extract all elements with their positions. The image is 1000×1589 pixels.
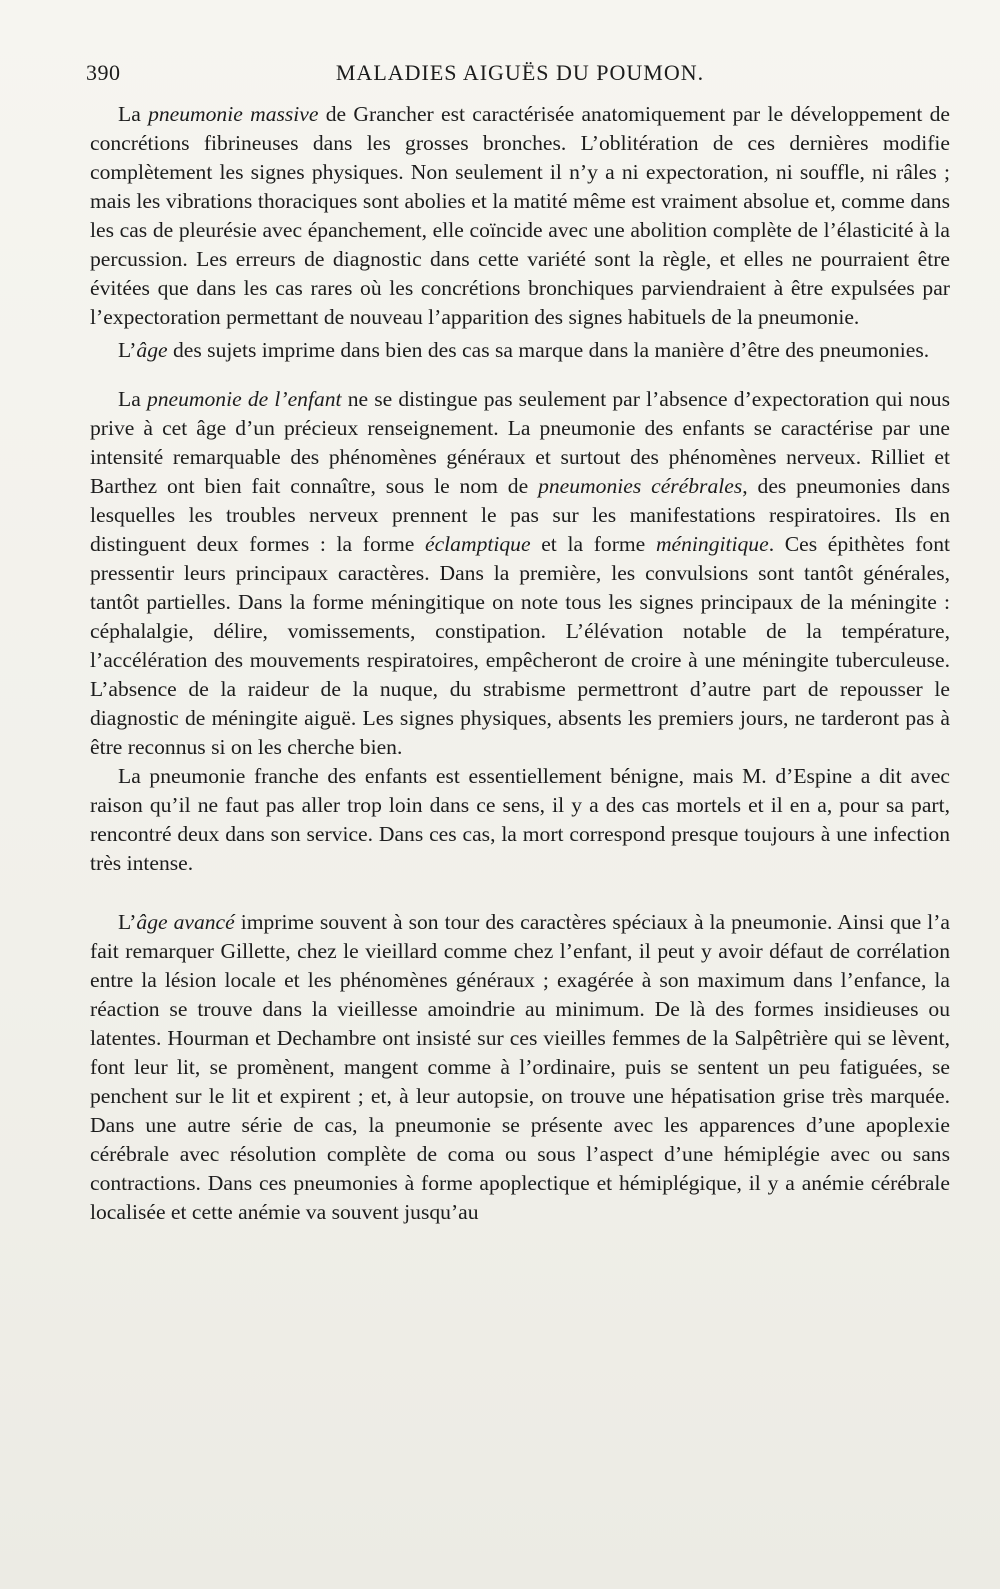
paragraph-pneumonie-massive	[90, 100, 950, 332]
italic-term: pneumonie de l’enfant	[146, 387, 342, 411]
italic-term: pneumonies cérébrales	[538, 474, 743, 498]
text-run: L’	[118, 338, 137, 362]
text-run: ne se distingue pas seulement par l’absence d’expectoration qui nous prive à cet âge d’un précieux renseignement. La pneumonie des enfants se caractérise par une intensité remarquable des phénomènes généraux et surtout des phénomènes nerveux. Rilliet et Barthez ont bien fait connaître, sous le nom de	[90, 387, 950, 498]
body-text	[90, 100, 950, 1227]
paragraph-age	[90, 336, 950, 365]
running-title: MALADIES AIGUËS DU POUMON.	[335, 60, 705, 85]
text-run: imprime souvent à son tour des caractères spéciaux à la pneumonie. Ainsi que l’a fait remarquer Gillette, chez le vieillard comme chez l’enfant, il peut y avoir défaut de corrélation entre la lésion locale et les phénomènes généraux ; exagérée à son maximum dans l’enfance, la réaction se trouve dans la vieillesse amoindrie au minimum. De là des formes insidieuses ou latentes. Hourman et Dechambre ont insisté sur ces vieilles femmes de la Salpêtrière qui se lèvent, font leur lit, se promènent, mangent comme à l’ordinaire, puis se sentent un peu fatiguées, se penchent sur le lit et expirent ; et, à leur autopsie, on trouve une hépatisation grise très marquée. Dans une autre série de cas, la pneumonie se présente avec les apparences d’une apoplexie cérébrale avec résolution complète de coma ou sous l’aspect d’une hémiplégie avec ou sans contractions. Dans ces pneumonies à forme apoplectique et hémiplégique, il y a anémie cérébrale localisée et cette anémie va souvent jusqu’au	[90, 910, 950, 1224]
paragraph-pneumonie-enfant	[90, 385, 950, 762]
text-run: La pneumonie franche des enfants est essentiellement bénigne, mais M. d’Espine a dit avec raison qu’il ne faut pas aller trop loin dans ce sens, il y a des cas mortels et il en a, pour sa part, rencontré deux dans son service. Dans ces cas, la mort correspond presque toujours à une infection très intense.	[90, 764, 950, 875]
text-run: La	[118, 387, 147, 411]
paragraph-pneumonie-franche	[90, 762, 950, 878]
italic-term: âge	[136, 338, 168, 362]
text-run: de Grancher est caractérisée anatomiquement par le développement de concrétions fibrineuses dans les grosses bronches. L’oblitération de ces dernières modifie complètement les signes physiques. Non seulement il n’y a ni expectoration, ni souffle, ni râles ; mais les vibrations thoraciques sont abolies et la matité même est vraiment absolue et, comme dans les cas de pleurésie avec épanchement, elle coïncide avec une abolition complète de l’élasticité à la percussion. Les erreurs de diagnostic dans cette variété sont la règle, et elles ne pourraient être évitées que dans les cas rares où les concrétions bronchiques parviendraient à être expulsées par l’expectoration permettant de nouveau l’apparition des signes habituels de la pneumonie.	[90, 102, 950, 329]
italic-term: méningitique	[655, 532, 769, 556]
page-number: 390	[86, 60, 121, 85]
text-run: . Ces épithètes font pressentir leurs principaux caractères. Dans la première, les convulsions sont tantôt générales, tantôt partielles. Dans la forme méningitique on note tous les signes principaux de la méningite : céphalalgie, délire, vomissements, constipation. L’élévation notable de la température, l’accélération des mouvements respiratoires, empêcheront de croire à une méningite tuberculeuse. L’absence de la raideur de la nuque, du strabisme permettront d’autre part de repousser le diagnostic de méningite aiguë. Les signes physiques, absents les premiers jours, ne tarderont pas à être reconnus si on les cherche bien.	[90, 532, 950, 759]
text-run: La	[118, 102, 149, 126]
text-run: , des pneumonies dans lesquelles les troubles nerveux prennent le pas sur les manifestations respiratoires. Ils en distinguent deux formes : la forme	[90, 474, 950, 556]
italic-term: âge avancé	[136, 910, 235, 934]
text-run: des sujets imprime dans bien des cas sa marque dans la manière d’être des pneumonies.	[167, 338, 930, 362]
italic-term: pneumonie massive	[148, 102, 319, 126]
paragraph-age-avance	[90, 908, 950, 1227]
text-run: L’	[118, 910, 137, 934]
italic-term: éclamptique	[425, 532, 531, 556]
text-run: et la forme	[530, 532, 656, 556]
page-header	[86, 60, 954, 94]
